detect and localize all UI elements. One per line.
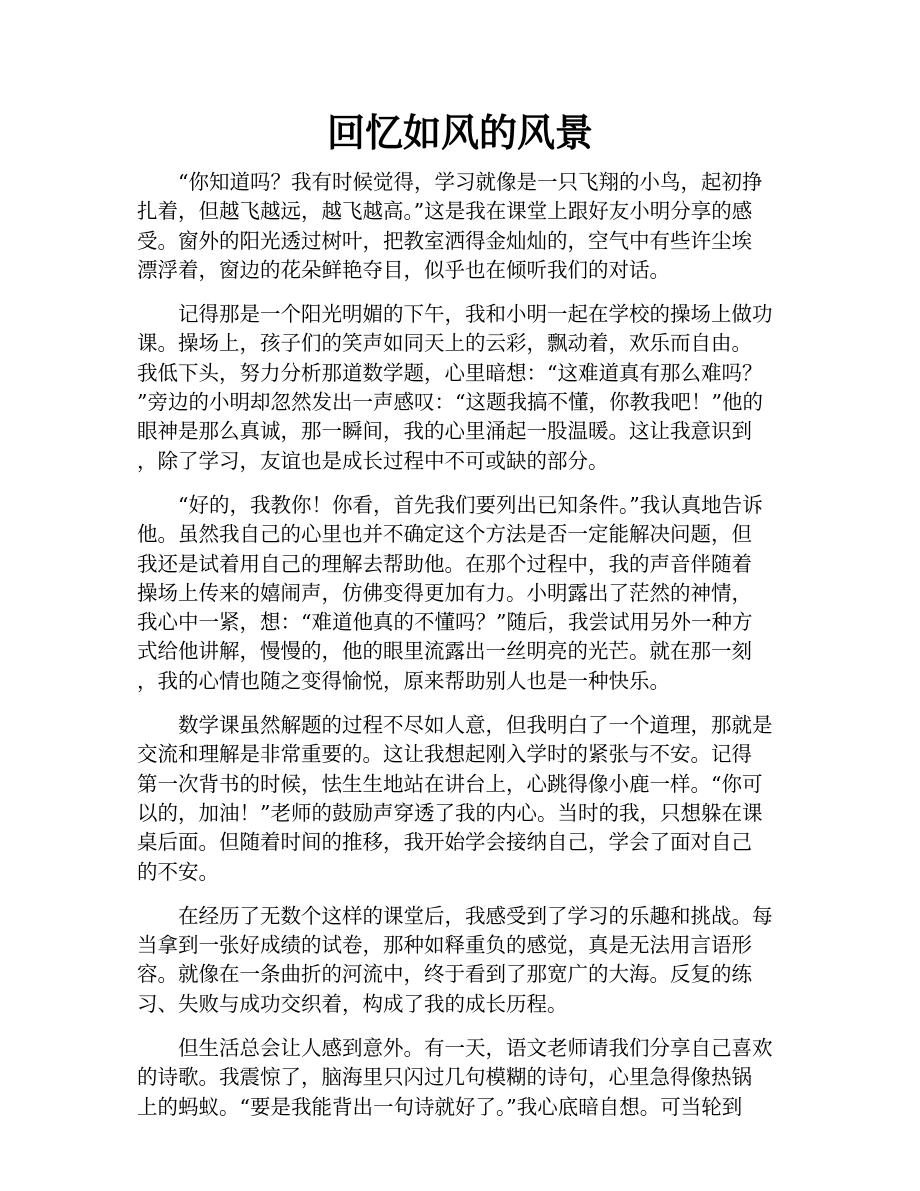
text-line: 的诗歌。我震惊了，脑海里只闪过几句模糊的诗句，心里急得像热锅 [137,1065,752,1090]
text-line: 上的蚂蚁。“要是我能背出一句诗就好了。”我心底暗自想。可当轮到 [137,1094,743,1119]
text-line: “好的，我教你！你看，首先我们要列出已知条件。”我认真地告诉 [178,492,763,517]
text-line: 操场上传来的嬉闹声，仿佛变得更加有力。小明露出了茫然的神情， [137,580,752,605]
text-line: 数学课虽然解题的过程不尽如人意，但我明白了一个道理，那就是 [178,713,773,738]
text-line: 容。就像在一条曲折的河流中，终于看到了那宽广的大海。反复的练 [137,962,752,987]
document-body [137,168,787,1137]
text-line: 我还是试着用自己的理解去帮助他。在那个过程中，我的声音伴随着 [137,551,752,576]
text-line: ”旁边的小明却忽然发出一声感叹：“这题我搞不懂，你教我吧！”他的 [137,390,763,415]
paragraph-1 [137,168,787,285]
text-line: 桌后面。但随着时间的推移，我开始学会接纳自己，学会了面对自己 [137,830,752,855]
paragraph-4 [137,711,787,887]
text-line: 第一次背书的时候，怯生生地站在讲台上，心跳得像小鹿一样。“你可 [137,771,763,796]
text-line: 课。操场上，孩子们的笑声如同天上的云彩，飘动着，欢乐而自由。 [137,331,752,356]
paragraph-3 [137,491,787,696]
text-line: 记得那是一个阳光明媚的下午，我和小明一起在学校的操场上做功 [178,302,773,327]
paragraph-5 [137,902,787,1019]
paragraph-2 [137,300,787,476]
text-line: 眼神是那么真诚，那一瞬间，我的心里涌起一股温暖。这让我意识到 [137,419,752,444]
text-line: 受。窗外的阳光透过树叶，把教室洒得金灿灿的，空气中有些许尘埃 [137,228,752,253]
paragraph-6 [137,1034,787,1122]
text-line: 习、失败与成功交织着，构成了我的成长历程。 [137,991,568,1016]
text-line: 我低下头，努力分析那道数学题，心里暗想：“这难道真有那么难吗？ [137,360,763,385]
text-line: 式给他讲解，慢慢的，他的眼里流露出一丝明亮的光芒。就在那一刻 [137,639,752,664]
text-line: 他。虽然我自己的心里也并不确定这个方法是否一定能解决问题，但 [137,522,752,547]
text-line: 的不安。 [137,859,219,884]
text-line: 以的，加油！”老师的鼓励声穿透了我的内心。当时的我，只想躲在课 [137,800,763,825]
text-line: ，我的心情也随之变得愉悦，原来帮助别人也是一种快乐。 [137,668,670,693]
text-line: 当拿到一张好成绩的试卷，那种如释重负的感觉，真是无法用言语形 [137,933,752,958]
document-title: 回忆如风的风景 [326,110,593,155]
text-line: 扎着，但越飞越远，越飞越高。”这是我在课堂上跟好友小明分享的感 [137,199,753,224]
text-line: “你知道吗？我有时候觉得，学习就像是一只飞翔的小鸟，起初挣 [178,170,763,194]
text-line: 但生活总会让人感到意外。有一天，语文老师请我们分享自己喜欢 [178,1036,773,1061]
text-line: 在经历了无数个这样的课堂后，我感受到了学习的乐趣和挑战。每 [178,903,773,928]
text-line: ，除了学习，友谊也是成长过程中不可或缺的部分。 [137,448,609,473]
text-line: 漂浮着，窗边的花朵鲜艳夺目，似乎也在倾听我们的对话。 [137,257,670,282]
text-line: 我心中一紧，想：“难道他真的不懂吗？”随后，我尝试用另外一种方 [137,610,753,635]
text-line: 交流和理解是非常重要的。这让我想起刚入学时的紧张与不安。记得 [137,742,752,767]
